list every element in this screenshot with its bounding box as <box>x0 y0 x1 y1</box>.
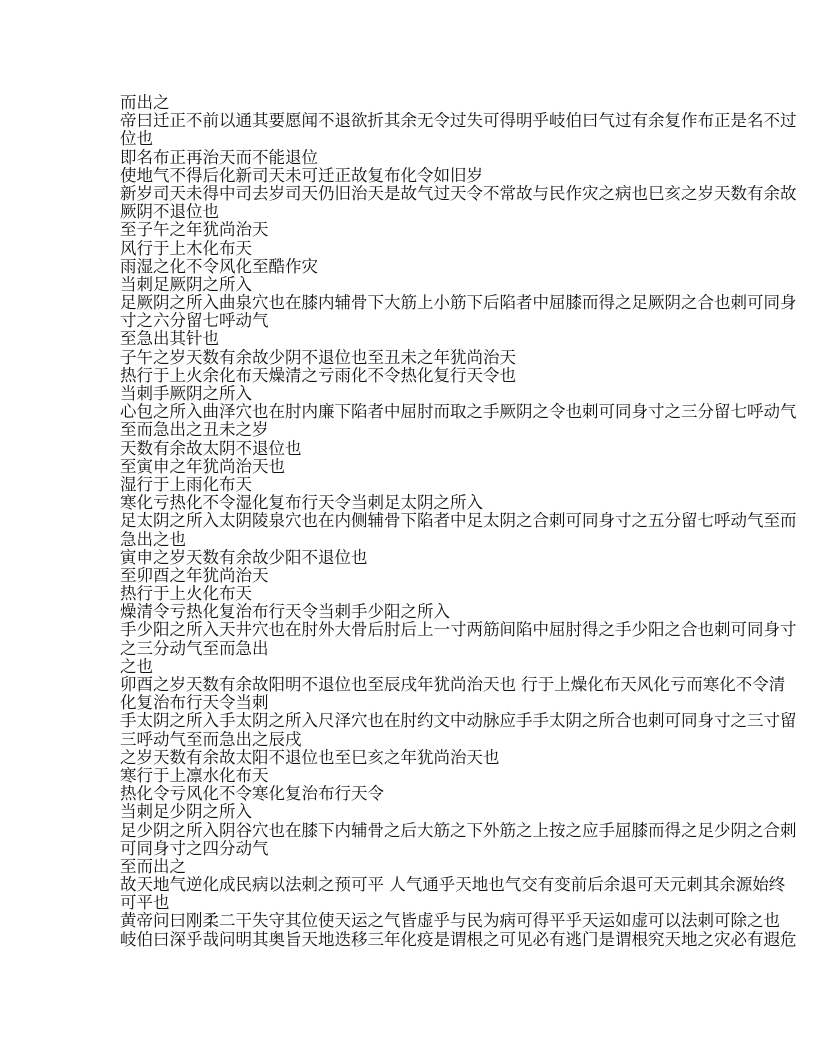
text-line: 当刺手厥阴之所入 <box>120 384 252 403</box>
text-line: 至而急出之丑未之岁 <box>120 420 269 440</box>
document-body <box>120 93 797 949</box>
text-line: 之也 <box>120 656 153 676</box>
text-line: 寒化亏热化不令湿化复布行天令当刺足太阴之所入 <box>120 493 483 513</box>
text-line: 心包之所入曲泽穴也在肘内廉下陷者中屈肘而取之手厥阴之令也刺可同身寸之三分留七呼动气 <box>120 402 797 422</box>
text-line: 至急出其针也 <box>120 329 219 349</box>
text-line: 即名布正再治天而不能退位 <box>120 147 318 167</box>
text-line: 足厥阴之所入曲泉穴也在膝内辅骨下大筋上小筋下后陷者中屈膝而得之足厥阴之合也刺可同身 <box>120 293 797 313</box>
text-line: 当刺足厥阴之所入 <box>120 274 252 294</box>
text-line: 足太阴之所入太阴陵泉穴也在内侧辅骨下陷者中足太阴之合刺可同身寸之五分留七呼动气至而 <box>120 511 797 531</box>
text-line: 至子午之年犹尚治天 <box>120 220 269 240</box>
text-line: 燥清令亏热化复治布行天令当刺手少阳之所入 <box>120 602 450 622</box>
text-line: 可平也 <box>120 893 170 913</box>
text-line: 热行于上火余化布天燥清之亏雨化不令热化复行天令也 <box>120 365 516 385</box>
text-line: 手太阴之所入手太阴之所入尺泽穴也在肘约文中动脉应手手太阴之所合也刺可同身寸之三寸留 <box>120 711 797 731</box>
text-line: 足少阴之所入阴谷穴也在膝下内辅骨之后大筋之下外筋之上按之应手屈膝而得之足少阴之合刺 <box>120 820 797 840</box>
text-line: 新岁司天未得中司去岁司天仍旧治天是故气过天令不常故与民作灾之病也巳亥之岁天数有余故 <box>120 183 797 203</box>
text-line: 湿行于上雨化布天 <box>120 474 252 494</box>
text-line: 三呼动气至而急出之辰戌 <box>120 729 302 749</box>
text-line: 使地气不得后化新司天未可迁正故复布化令如旧岁 <box>120 165 483 185</box>
text-line: 至卯酉之年犹尚治天 <box>120 565 269 585</box>
text-line: 当刺足少阴之所入 <box>120 802 252 822</box>
text-line: 急出之也 <box>120 529 186 549</box>
text-line: 之三分动气至而急出 <box>120 638 269 658</box>
text-line: 子午之岁天数有余故少阴不退位也至丑未之年犹尚治天 <box>120 347 516 367</box>
text-line: 雨湿之化不令风化至酷作灾 <box>120 256 318 276</box>
text-line: 热行于上火化布天 <box>120 584 252 604</box>
text-line: 而出之 <box>120 93 170 112</box>
text-line: 寸之六分留七呼动气 <box>120 311 269 331</box>
text-line: 黄帝问曰刚柔二干失守其位使天运之气皆虚乎与民为病可得平乎天运如虚可以法刺可除之也 <box>120 911 780 931</box>
text-line: 寒行于上凛水化布天 <box>120 765 269 785</box>
text-line: 岐伯曰深乎哉问明其奥旨天地迭移三年化疫是谓根之可见必有逃门是谓根究天地之灾必有遐危 <box>120 929 797 949</box>
text-line: 帝曰迁正不前以通其要愿闻不退欲折其余无令过失可得明乎岐伯曰气过有余复作布正是名不过 <box>120 111 797 131</box>
text-line: 位也 <box>120 129 153 149</box>
text-line: 化复治布行天令当刺 <box>120 693 269 713</box>
text-line: 至而出之 <box>120 856 186 876</box>
text-line: 卯酉之岁天数有余故阳明不退位也至辰戌年犹尚治天也 行于上燥化布天风化亏而寒化不令清 <box>120 675 786 694</box>
text-line: 至寅申之年犹尚治天也 <box>120 456 285 476</box>
text-line: 热化令亏风化不令寒化复治布行天令 <box>120 784 384 804</box>
text-line: 可同身寸之四分动气 <box>120 838 269 858</box>
text-line: 天数有余故太阴不退位也 <box>120 438 302 458</box>
text-line: 寅申之岁天数有余故少阳不退位也 <box>120 547 368 567</box>
text-line: 风行于上木化布天 <box>120 238 252 258</box>
text-line: 故天地气逆化成民病以法刺之预可平 人气通乎天地也气交有变前后余退可天元刺其余源始终 <box>120 875 786 895</box>
text-line: 手少阳之所入天井穴也在肘外大骨后肘后上一寸两筋间陷中屈肘得之手少阳之合也刺可同身寸 <box>120 620 797 640</box>
text-line: 之岁天数有余故太阳不退位也至巳亥之年犹尚治天也 <box>120 747 500 767</box>
text-line: 厥阴不退位也 <box>120 202 219 222</box>
